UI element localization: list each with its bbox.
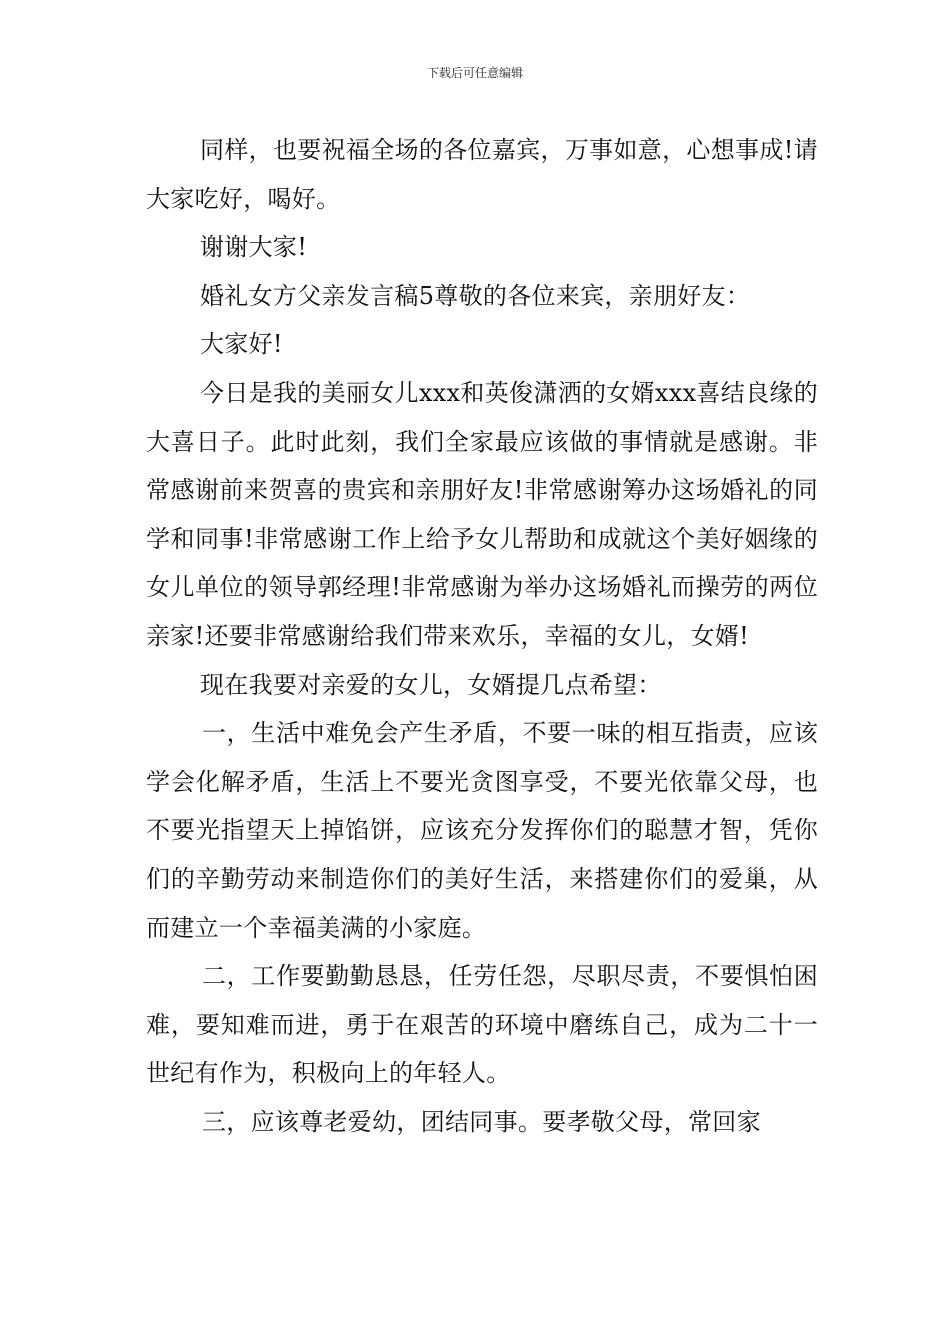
paragraph-hopes-intro: 现在我要对亲爱的女儿，女婿提几点希望： <box>200 670 662 699</box>
page-header: 下载后可任意编辑 <box>426 66 523 80</box>
paragraph-hope-one: 一，生活中难免会产生矛盾，不要一味的相互指责，应该学会化解矛盾，生活上不要光贪图享受，不要光依靠父母，也不要光指望天上掉馅饼，应该充分发挥你们的聪慧才智，凭你们的辛勤劳动来制造你们的美好生活，来搭建你们的爱巢，从而建立一个幸福美满的小家庭。 <box>146 719 818 942</box>
paragraph-thanks: 谢谢大家! <box>200 233 308 262</box>
document-body <box>146 126 818 1146</box>
paragraph-greeting: 大家好! <box>200 330 283 359</box>
paragraph-hope-two: 二，工作要勤勤恳恳，任劳任怨，尽职尽责，不要惧怕困难，要知难而进，勇于在艰苦的环境中磨练自己，成为二十一世纪有作为，积极向上的年轻人。 <box>146 962 818 1088</box>
paragraph-blessing: 同样，也要祝福全场的各位嘉宾，万事如意，心想事成!请大家吃好，喝好。 <box>146 136 818 213</box>
paragraph-gratitude: 今日是我的美丽女儿xxx和英俊潇洒的女婿xxx喜结良缘的大喜日子。此时此刻，我们全家最应该做的事情就是感谢。非常感谢前来贺喜的贵宾和亲朋好友!非常感谢筹办这场婚礼的同学和同事!非常感谢工作上给予女儿帮助和成就这个美好姻缘的女儿单位的领导郭经理!非常感谢为举办这场婚礼而操劳的两位亲家!还要非常感谢给我们带来欢乐，幸福的女儿，女婿! <box>146 378 818 650</box>
paragraph-speech-title: 婚礼女方父亲发言稿5尊敬的各位来宾，亲朋好友： <box>200 281 751 310</box>
paragraph-hope-three: 三，应该尊老爱幼，团结同事。要孝敬父母，常回家 <box>202 1107 761 1136</box>
